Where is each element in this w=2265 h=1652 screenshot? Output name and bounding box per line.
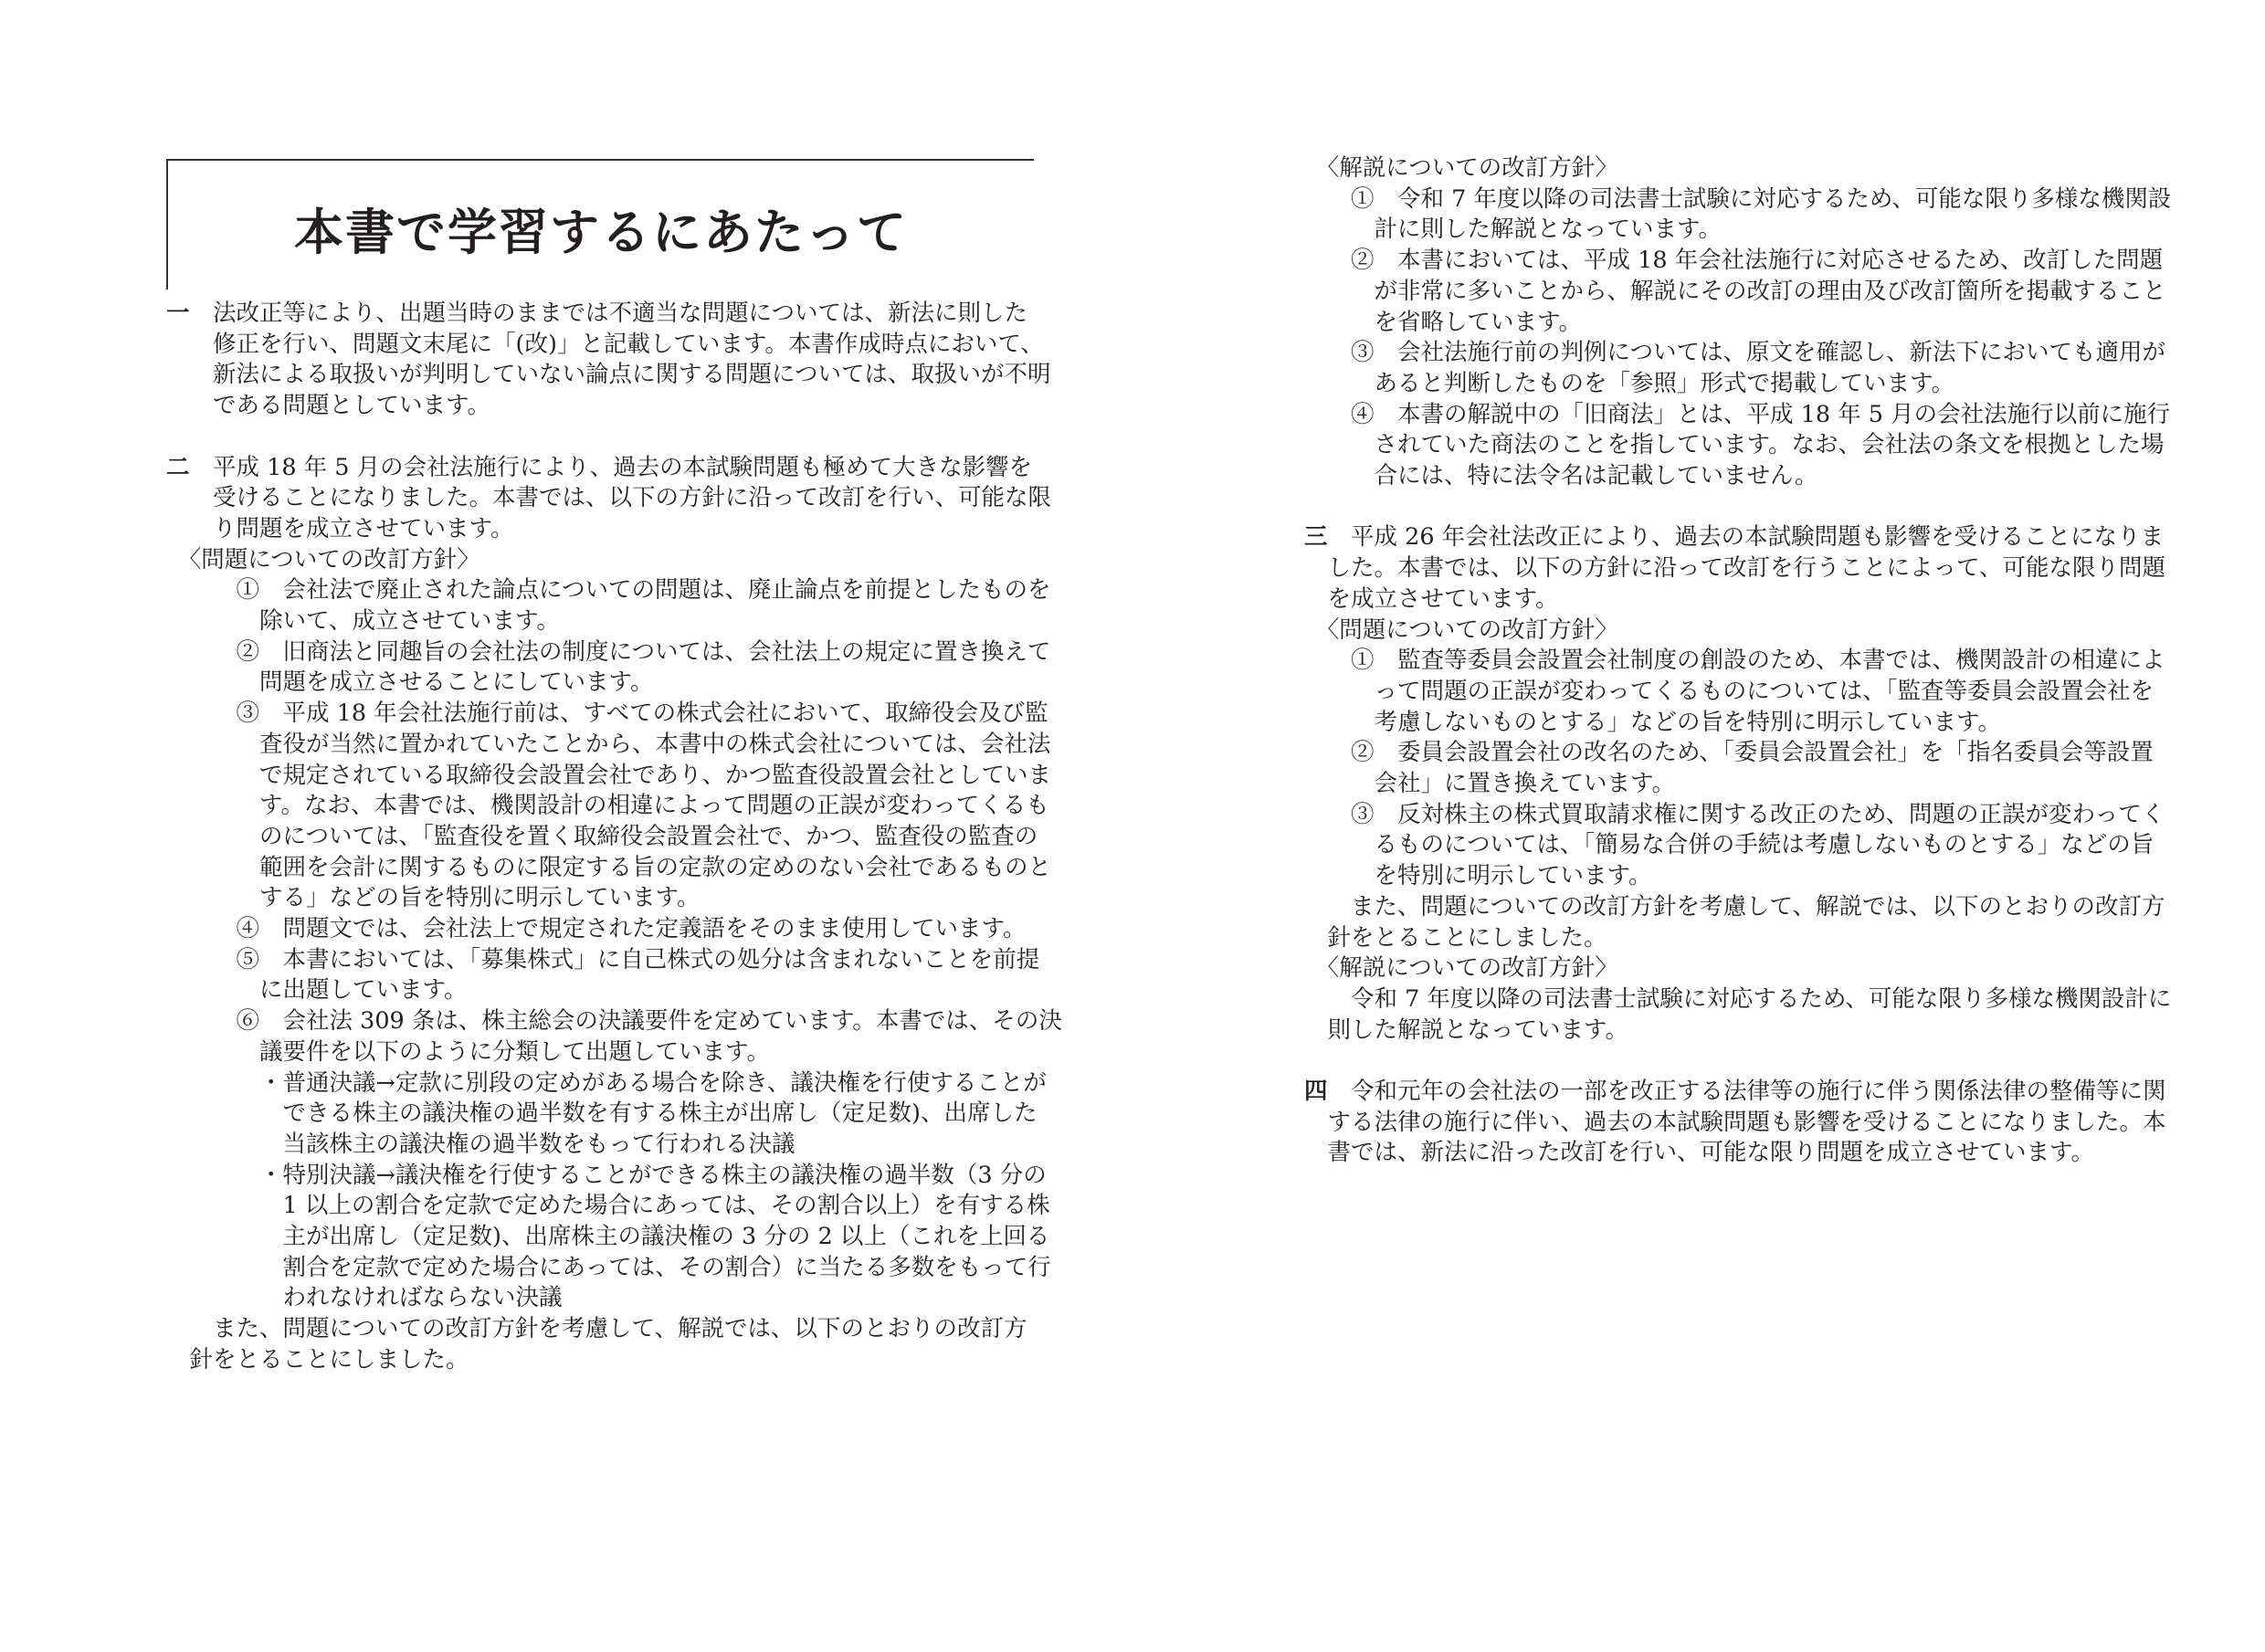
text-line: ② 本書においては、平成 18 年会社法施行に対応させるため、改訂した問題 [1304, 247, 2164, 275]
text-line: に出題しています。 [166, 976, 468, 1005]
text-line: されていた商法のことを指しています。なお、会社法の条文を根拠とした場 [1304, 431, 2165, 459]
text-line: 針をとることにしました。 [1304, 923, 1607, 952]
text-line: 主が出席し（定足数)、出席株主の議決権の 3 分の 2 以上（これを上回る [166, 1223, 1050, 1250]
text-line: ③ 平成 18 年会社法施行前は、すべての株式会社において、取締役会及び監 [166, 700, 1048, 728]
text-line: す。なお、本書では、機関設計の相違によって問題の正誤が変わってくるも [166, 792, 1049, 820]
text-line: 当該株主の議決権の過半数をもって行われる決議 [166, 1130, 795, 1158]
page-title: 本書で学習するにあたって [294, 204, 908, 261]
text-line: 四 令和元年の会社法の一部を改正する法律等の施行に伴う関係法律の整備等に関 [1304, 1078, 2166, 1105]
text-line: ④ 問題文では、会社法上で規定された定義語をそのまま使用しています。 [166, 915, 1027, 942]
text-line: るものについては、「簡易な合併の手続は考慮しないものとする」などの旨 [1304, 831, 2154, 859]
text-line: 修正を行い、問題文末尾に「(改)」と記載しています。本書作成時点において、 [166, 330, 1044, 358]
text-line: ① 令和 7 年度以降の司法書士試験に対応するため、可能な限り多様な機関設 [1304, 184, 2172, 213]
text-line: また、問題についての改訂方針を考慮して、解説では、以下のとおりの改訂方 [1304, 892, 2165, 921]
text-line: 則した解説となっています。 [1304, 1015, 1628, 1044]
text-line: ④ 本書の解説中の「旧商法」とは、平成 18 年 5 月の会社法施行以前に施行 [1304, 400, 2171, 428]
text-line: 三 平成 26 年会社法改正により、過去の本試験問題も影響を受けることになりま [1304, 523, 2165, 552]
text-line: のについては、「監査役を置く取締役会設置会社で、かつ、監査役の監査の [166, 822, 1038, 850]
text-line: する法律の施行に伴い、過去の本試験問題も影響を受けることになりました。本 [1304, 1108, 2166, 1136]
text-line: って問題の正誤が変わってくるものについては、「監査等委員会設置会社を [1304, 677, 2154, 705]
text-line: 議要件を以下のように分類して出題しています。 [166, 1037, 770, 1066]
text-line: できる株主の議決権の過半数を有する株主が出席し（定足数)、出席した [166, 1100, 1038, 1128]
text-line: を成立させています。 [1304, 584, 1559, 613]
text-line: あると判断したものを「参照」形式で掲載しています。 [1304, 369, 1954, 397]
text-line: 範囲を会計に関するものに限定する旨の定款の定めのない会社であるものと [166, 853, 1052, 881]
text-line: 会社」に置き換えています。 [1304, 770, 1675, 797]
text-line: 二 平成 18 年 5 月の会社法施行により、過去の本試験問題も極めて大きな影響を [166, 453, 1033, 481]
text-line: われなければならない決議 [166, 1284, 563, 1312]
text-line: また、問題についての改訂方針を考慮して、解説では、以下のとおりの改訂方 [166, 1315, 1027, 1343]
text-line: 受けることになりました。本書では、以下の方針に沿って改訂を行い、可能な限 [166, 484, 1052, 512]
text-line: ⑤ 本書においては、「募集株式」に自己株式の処分は含まれないことを前提 [166, 945, 1040, 973]
text-line: 問題を成立させることにしています。 [166, 668, 654, 697]
text-line: 合には、特に法令名は記載していません。 [1304, 462, 1818, 489]
text-line: ② 旧商法と同趣旨の会社法の制度については、会社法上の規定に置き換えて [166, 637, 1051, 666]
text-line: で規定されている取締役会設置会社であり、かつ監査役設置会社としていま [166, 761, 1052, 789]
text-line: する」などの旨を特別に明示しています。 [166, 884, 701, 912]
text-line: である問題としています。 [166, 392, 490, 420]
text-line: した。本書では、以下の方針に沿って改訂を行うことによって、可能な限り問題 [1304, 554, 2165, 583]
title-box [166, 159, 1034, 289]
text-line: ③ 会社法施行前の判例については、原文を確認し、新法下においても適用が [1304, 339, 2165, 367]
text-line: 除いて、成立させています。 [166, 607, 560, 635]
text-line: 書では、新法に沿った改訂を行い、可能な限り問題を成立させています。 [1304, 1139, 2094, 1167]
text-line: を特別に明示しています。 [1304, 862, 1652, 890]
text-line: ⑥ 会社法 309 条は、株主総会の決議要件を定めています。本書では、その決 [166, 1007, 1062, 1036]
text-line: ③ 反対株主の株式買取請求権に関する改正のため、問題の正誤が変わってく [1304, 800, 2165, 828]
text-line: 新法による取扱いが判明していない論点に関する問題については、取扱いが不明 [166, 361, 1051, 389]
text-line: 計に則した解説となっています。 [1304, 216, 1722, 244]
text-line: ② 委員会設置会社の改名のため、「委員会設置会社」を「指名委員会等設置 [1304, 739, 2154, 767]
text-line: 考慮しないものとする」などの旨を特別に明示しています。 [1304, 708, 2001, 736]
text-line: 一 法改正等により、出題当時のままでは不適当な問題については、新法に則した [166, 300, 1028, 327]
text-line: り問題を成立させています。 [166, 514, 514, 542]
text-line: 割合を定款で定めた場合にあっては、その割合）に当たる多数をもって行 [166, 1253, 1051, 1281]
text-line: 〈問題についての改訂方針〉 [166, 545, 480, 573]
text-line: ・特別決議→議決権を行使することができる株主の議決権の過半数（3 分の [166, 1161, 1047, 1189]
text-line: 令和 7 年度以降の司法書士試験に対応するため、可能な限り多様な機関設計に [1304, 984, 2172, 1013]
text-line: 査役が当然に置かれていたことから、本書中の株式会社については、会社法 [166, 730, 1051, 758]
text-line: が非常に多いことから、解説にその改訂の理由及び改訂箇所を掲載すること [1304, 277, 2166, 305]
text-line: ① 会社法で廃止された論点についての問題は、廃止論点を前提としたものを [166, 576, 1051, 605]
text-line: 〈問題についての改訂方針〉 [1304, 616, 1618, 644]
text-line: ・普通決議→定款に別段の定めがある場合を除き、議決権を行使することが [166, 1068, 1047, 1097]
text-line: 〈解説についての改訂方針〉 [1304, 954, 1618, 983]
text-line: を省略しています。 [1304, 308, 1582, 336]
text-line: ① 監査等委員会設置会社制度の創設のため、本書では、機関設計の相違によ [1304, 647, 2165, 675]
text-line: 針をとることにしました。 [166, 1345, 469, 1373]
text-line: 1 以上の割合を定款で定めた場合にあっては、その割合以上）を有する株 [166, 1192, 1050, 1220]
text-line: 〈解説についての改訂方針〉 [1304, 154, 1618, 182]
